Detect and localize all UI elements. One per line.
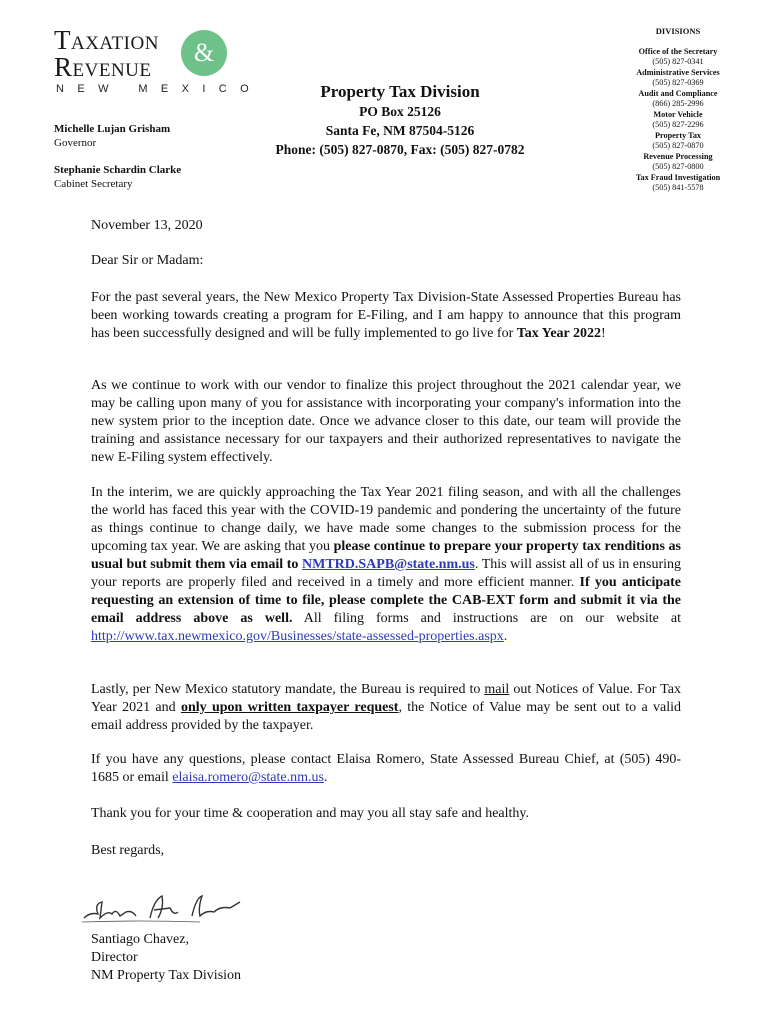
division-phone: (866) 285-2996 [652, 99, 704, 108]
paragraph-5: If you have any questions, please contact Elaisa Romero, State Assessed Bureau Chief, at (505) 490-1685 or email elaisa.romero@state.nm.us. [91, 752, 681, 785]
governor-name: Michelle Lujan Grisham [54, 123, 171, 135]
division-name: Audit and Compliance [638, 88, 718, 98]
paragraph-3: In the interim, we are quickly approaching the Tax Year 2021 filing season, and with all the challenges the world has faced this year with the COVID-19 pandemic and pondering the uncertainty of the future as things continue to change daily, we have made some changes to the submission process for the upcoming tax year. We are asking that you please continue to prepare your property tax renditions as usual but submit them via email to NMTRD.SAPB@state.nm.us. This will assist all of us in ensuring your reports are properly filed and received in a timely and more efficient manner. If you anticipate requesting an extension of time to file, please complete the CAB-EXT form and submit it via the email address above as well. All filing forms and instructions are on our website at http://www.tax.newmexico.gov/Businesses/state-assessed-properties.aspx. [91, 485, 682, 644]
division-name: Revenue Processing [643, 151, 713, 161]
logo-revenue: Revenue [54, 52, 152, 82]
division-phone: (505) 841-5578 [652, 183, 704, 192]
signer-title: Director [91, 950, 138, 965]
division-phone: (505) 827-0369 [652, 78, 704, 87]
closing: Best regards, [91, 843, 165, 858]
divisions-list [618, 26, 738, 194]
paragraph-1: For the past several years, the New Mexico Property Tax Division-State Assessed Properties Bureau has been working towards creating a program for E-Filing, and I am happy to announce that this program has been successfully designed and will be fully implemented to go live for Tax Year 2022! [91, 290, 681, 341]
division-phone: (505) 827-0800 [652, 162, 704, 171]
division-phone: (505) 827-0341 [652, 57, 704, 66]
division-phone: Phone: (505) 827-0870, Fax: (505) 827-0782 [275, 142, 525, 157]
division-title: Property Tax Division [320, 82, 480, 101]
bureau-email-link[interactable]: NMTRD.SAPB@state.nm.us [302, 557, 475, 572]
contact-email-link[interactable]: elaisa.romero@state.nm.us [172, 770, 324, 785]
logo-taxation: Taxation [54, 25, 159, 55]
division-city: Santa Fe, NM 87504-5126 [325, 123, 475, 138]
division-name: Office of the Secretary [638, 46, 718, 56]
division-name: Motor Vehicle [653, 109, 703, 119]
division-name: Administrative Services [636, 67, 720, 77]
divisions-header: DIVISIONS [655, 26, 701, 36]
logo-ampersand-circle: & [181, 30, 227, 76]
website-link[interactable]: http://www.tax.newmexico.gov/Businesses/state-assessed-properties.aspx [91, 629, 504, 644]
logo-new-mexico: NEW MEXICO [56, 83, 263, 95]
paragraph-2: As we continue to work with our vendor to finalize this project throughout the 2021 calendar year, we may be calling upon many of you for assistance with incorporating your company's information into the new system prior to the inception date. Once we advance closer to this date, our team will provide the training and assistance necessary for our taxpayers and their authorized representatives to navigate the new E-Filing system effectively. [91, 378, 681, 465]
signer-name: Santiago Chavez, [91, 932, 189, 947]
division-phone: (505) 827-2296 [652, 120, 704, 129]
signer-org: NM Property Tax Division [91, 968, 242, 983]
paragraph-6: Thank you for your time & cooperation and may you all stay safe and healthy. [91, 806, 530, 821]
governor-title: Governor [54, 137, 97, 149]
paragraph-4: Lastly, per New Mexico statutory mandate, the Bureau is required to mail out Notices of Value. For Tax Year 2021 and only upon written taxpayer request, the Notice of Value may be sent out to a valid email address provided by the taxpayer. [91, 682, 681, 733]
secretary-name: Stephanie Schardin Clarke [54, 164, 182, 176]
secretary-title: Cabinet Secretary [54, 178, 133, 190]
signature [80, 890, 260, 926]
division-name: Property Tax [654, 130, 702, 140]
letter-date: November 13, 2020 [91, 218, 203, 233]
division-phone: (505) 827-0870 [652, 141, 704, 150]
division-po-box: PO Box 25126 [359, 104, 441, 119]
division-name: Tax Fraud Investigation [635, 172, 721, 182]
letter-salutation: Dear Sir or Madam: [91, 253, 204, 268]
